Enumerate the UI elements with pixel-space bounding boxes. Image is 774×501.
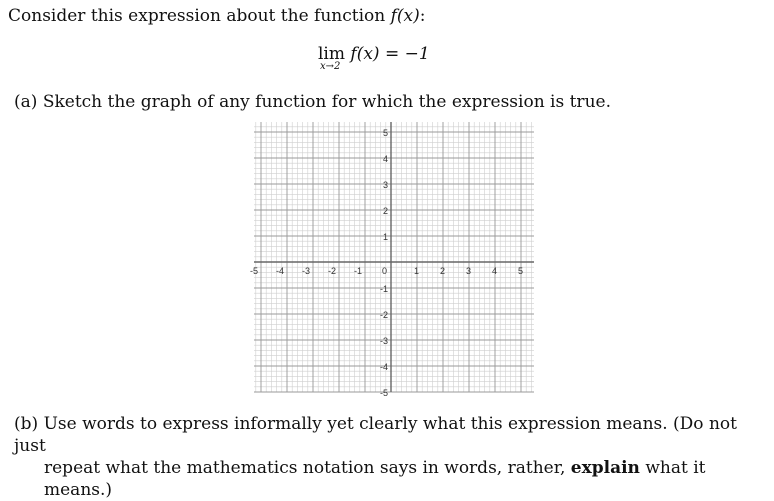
y-tick-label: -5 — [379, 388, 388, 398]
limit-body: f(x) = −1 — [350, 44, 430, 64]
limit-formula — [318, 44, 430, 72]
part-a — [14, 92, 611, 112]
part-b-label: (b) — [14, 414, 39, 434]
y-tick-label: 1 — [382, 232, 388, 242]
y-tick-label: 5 — [382, 128, 388, 138]
y-tick-label: -4 — [379, 362, 388, 372]
y-tick-label: 4 — [382, 154, 388, 164]
x-tick-label: 4 — [492, 266, 498, 276]
part-a-text: Sketch the graph of any function for which the expression is true. — [42, 92, 611, 112]
limit-operator — [318, 44, 345, 72]
x-tick-label: 5 — [518, 266, 524, 276]
part-b-bold: explain — [570, 458, 640, 478]
intro-function: f(x) — [390, 6, 420, 26]
x-tick-label: -1 — [353, 266, 362, 276]
part-b-text-2a: repeat what the mathematics notation says in words, rather, — [44, 458, 571, 478]
x-tick-label: 1 — [414, 266, 420, 276]
part-b-text-2b: what it means.) — [44, 458, 706, 500]
x-tick-label: -2 — [327, 266, 336, 276]
y-tick-label: 3 — [382, 180, 388, 190]
part-b — [14, 413, 754, 501]
y-tick-label: -3 — [379, 336, 388, 346]
part-a-label: (a) — [14, 92, 38, 112]
lim-word: lim — [318, 44, 345, 64]
x-tick-label: 3 — [466, 266, 472, 276]
x-tick-label: -4 — [275, 266, 284, 276]
x-tick-label: -5 — [249, 266, 258, 276]
limit-subscript: x→2 — [320, 61, 341, 72]
y-tick-label: -2 — [379, 310, 388, 320]
y-tick-label: 2 — [382, 206, 388, 216]
intro-text — [8, 6, 426, 26]
intro-suffix: : — [419, 6, 426, 26]
y-tick-label: -1 — [379, 284, 388, 294]
x-tick-label: -3 — [301, 266, 310, 276]
part-b-line-2 — [14, 457, 754, 501]
part-b-text-1: Use words to express informally yet clearly what this expression means. (Do not just — [14, 414, 737, 456]
x-tick-label: 2 — [440, 266, 446, 276]
coordinate-grid — [249, 122, 534, 398]
intro-prefix: Consider this expression about the function — [8, 6, 391, 26]
x-tick-label: 0 — [381, 266, 387, 276]
